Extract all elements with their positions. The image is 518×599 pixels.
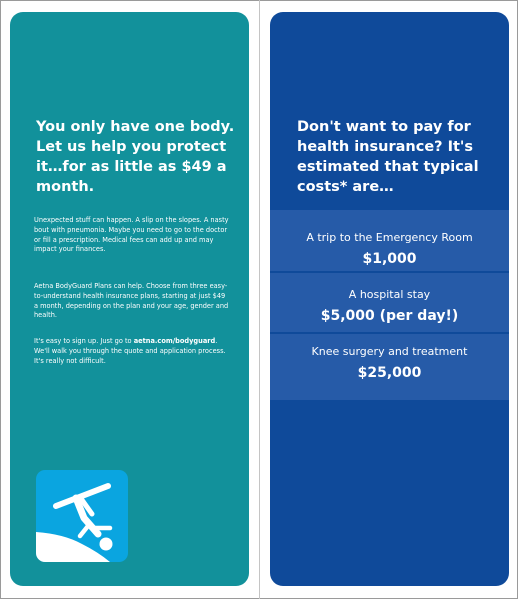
- left-heading: You only have one body. Let us help you protect it…for as little as $49 a month.: [36, 119, 235, 195]
- signup-paragraph: [34, 337, 229, 366]
- bodyguard-link[interactable]: aetna.com/bodyguard: [133, 337, 216, 345]
- right-panel: [270, 12, 509, 586]
- cost-value: $1,000: [362, 251, 417, 267]
- snowboarder-graphic: [36, 470, 128, 562]
- cost-value: $25,000: [357, 365, 422, 381]
- cost-item-emergency-room: [270, 231, 509, 268]
- cost-label: A trip to the Emergency Room: [306, 231, 473, 244]
- signup-text-end: . We'll walk you through the quote and application process. It's really not difficult.: [34, 337, 226, 365]
- cost-value: $5,000 (per day!): [320, 308, 459, 324]
- signup-text-start: It's easy to sign up. Just go to: [34, 337, 132, 345]
- cost-item-knee-surgery: [270, 345, 509, 382]
- intro-paragraph: Unexpected stuff can happen. A slip on the slopes. A nasty bout with pneumonia. Maybe you need to go to the doctor or fill a prescription. Medical fees can add up and may impact your finances.: [34, 216, 229, 254]
- left-panel: [10, 12, 249, 586]
- right-heading: Don't want to pay for health insurance? It's estimated that typical costs* are…: [297, 119, 479, 195]
- cost-separator: [270, 271, 509, 273]
- cost-label: A hospital stay: [348, 288, 431, 301]
- page-divider: [259, 0, 260, 599]
- cost-label: Knee surgery and treatment: [311, 345, 468, 358]
- plans-paragraph: Aetna BodyGuard Plans can help. Choose from three easy-to-understand health insurance plans, starting at just $49 a month, depending on the plan and your age, gender and health.: [34, 282, 229, 320]
- cost-item-hospital-stay: [270, 288, 509, 325]
- cost-separator: [270, 332, 509, 334]
- snowboarder-icon: [36, 470, 128, 562]
